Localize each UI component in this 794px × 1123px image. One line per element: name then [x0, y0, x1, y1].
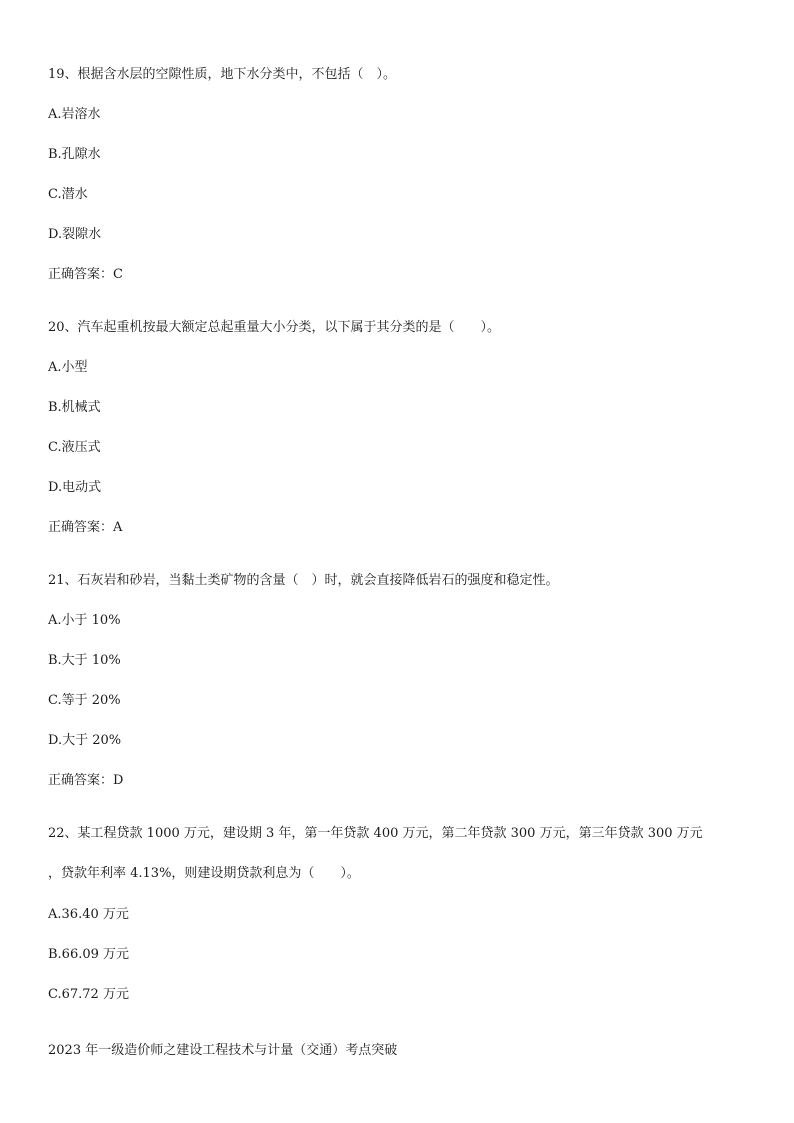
question-19-answer: 正确答案：C	[48, 267, 123, 282]
question-22-option-b: B.66.09 万元	[48, 947, 130, 962]
question-21-option-a: A.小于 10%	[48, 613, 121, 628]
question-22-option-a: A.36.40 万元	[48, 907, 129, 922]
question-19-stem: 19、根据含水层的空隙性质，地下水分类中，不包括（ ）。	[48, 67, 397, 82]
question-20-option-b: B.机械式	[48, 400, 101, 415]
question-19-option-a: A.岩溶水	[48, 107, 101, 122]
question-19-option-d: D.裂隙水	[48, 227, 102, 242]
question-20-stem: 20、汽车起重机按最大额定总起重量大小分类，以下属于其分类的是（ ）。	[48, 320, 501, 335]
question-19-option-b: B.孔隙水	[48, 147, 101, 162]
question-21-option-b: B.大于 10%	[48, 653, 121, 668]
question-20-option-a: A.小型	[48, 360, 88, 375]
question-21-answer: 正确答案：D	[48, 773, 124, 788]
question-22-stem: 22、某工程贷款 1000 万元，建设期 3 年，第一年贷款 400 万元，第二年贷款 300 万元，第三年贷款 300 万元	[48, 826, 703, 841]
document-footer-title: 2023 年一级造价师之建设工程技术与计量（交通）考点突破	[48, 1043, 398, 1058]
question-19-option-c: C.潜水	[48, 187, 88, 202]
question-21-option-c: C.等于 20%	[48, 693, 121, 708]
question-22-option-c: C.67.72 万元	[48, 987, 129, 1002]
question-20-answer: 正确答案：A	[48, 520, 123, 535]
question-21-option-d: D.大于 20%	[48, 733, 122, 748]
question-22-stem-continued: ，贷款年利率 4.13%，则建设期贷款利息为（ ）。	[48, 866, 360, 881]
question-20-option-c: C.液压式	[48, 440, 101, 455]
question-20-option-d: D.电动式	[48, 480, 102, 495]
question-21-stem: 21、石灰岩和砂岩，当黏土类矿物的含量（ ）时，就会直接降低岩石的强度和稳定性。	[48, 573, 559, 588]
